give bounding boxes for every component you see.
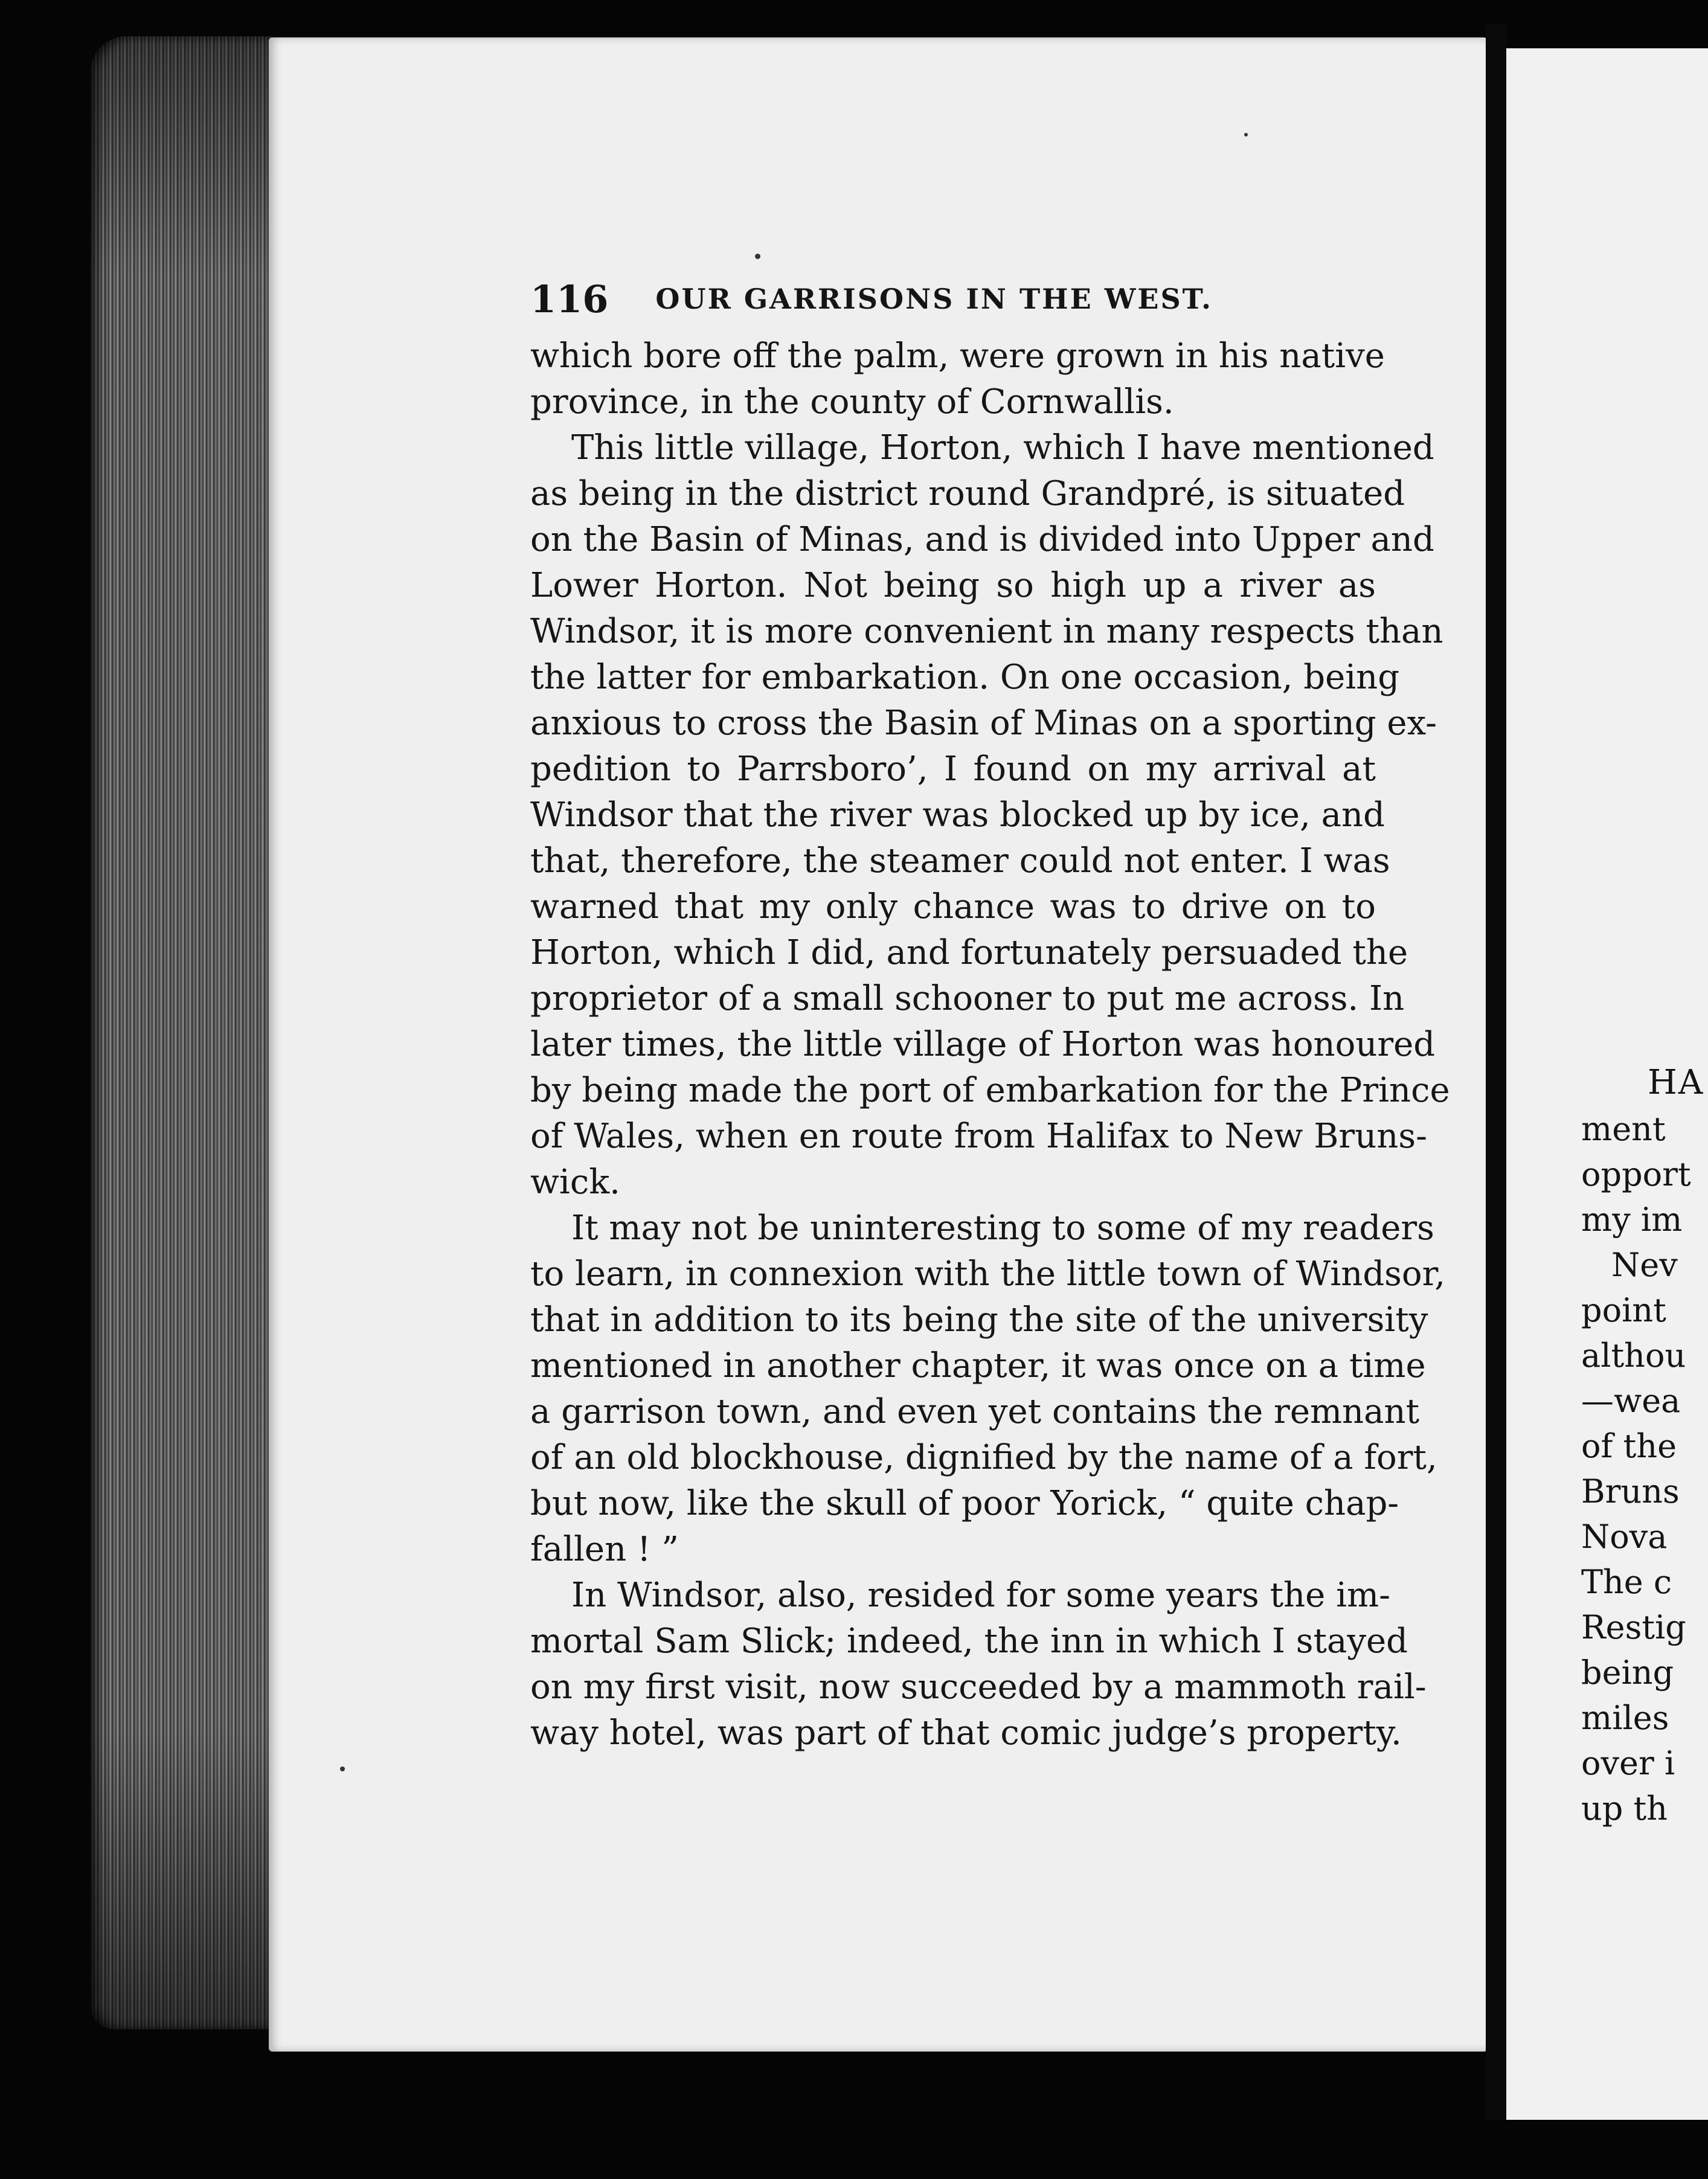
text-line: of an old blockhouse, dignified by the name of a fort, [530,1438,1437,1477]
right-page-line-fragment: of the [1581,1427,1677,1465]
fore-edge-shadow [91,36,272,2029]
text-line: pedition to Parrsboro’, I found on my arrival at [530,749,1376,789]
right-page-line-fragment: point [1581,1291,1666,1329]
text-line: to learn, in connexion with the little town of Windsor, [530,1254,1446,1294]
book-gutter [1486,24,1506,2120]
right-page-heading-fragment: HA [1648,1063,1704,1102]
text-line: a garrison town, and even yet contains the remnant [530,1392,1420,1431]
ink-speck [755,254,760,259]
text-line: that, therefore, the steamer could not enter. I was [530,841,1390,881]
text-line: which bore off the palm, were grown in his native [530,336,1385,376]
right-page-line-fragment: althou [1581,1337,1686,1375]
text-line: Horton, which I did, and fortunately persuaded the [530,933,1408,972]
text-line: It may not be uninteresting to some of my readers [571,1208,1434,1248]
text-line: the latter for embarkation. On one occasion, being [530,658,1400,697]
text-line: Windsor, it is more convenient in many respects than [530,612,1443,651]
right-page-line-fragment: miles [1581,1699,1669,1737]
text-line: mentioned in another chapter, it was once on a time [530,1346,1426,1385]
text-line: This little village, Horton, which I have mentioned [571,428,1434,467]
right-page-line-fragment: Restig [1581,1608,1686,1646]
text-line: Lower Horton. Not being so high up a river as [530,566,1376,605]
text-line: warned that my only chance was to drive on to [530,887,1376,926]
right-page-line-fragment: being [1581,1654,1674,1692]
ink-speck [1244,133,1248,136]
ink-speck [340,1767,345,1771]
right-page-line-fragment: over i [1581,1744,1675,1782]
page-number: 116 [530,277,609,321]
text-line: wick. [530,1163,620,1202]
right-page-line-fragment: up th [1581,1789,1668,1828]
right-page-line-fragment: my im [1581,1201,1683,1239]
right-page-line-fragment: Nova [1581,1518,1668,1556]
text-line: on the Basin of Minas, and is divided into Upper and [530,520,1434,559]
text-line: mortal Sam Slick; indeed, the inn in which I stayed [530,1622,1408,1661]
text-line: as being in the district round Grandpré, is situated [530,474,1405,513]
right-page-line-fragment: Nev [1611,1246,1678,1284]
text-line: In Windsor, also, resided for some years the im- [571,1576,1391,1615]
right-page-line-fragment: Bruns [1581,1472,1680,1510]
body-text [530,333,1450,1756]
text-line: of Wales, when en route from Halifax to New Bruns- [530,1117,1427,1156]
text-line: by being made the port of embarkation for the Prince [530,1071,1450,1110]
text-line: Windsor that the river was blocked up by ice, and [530,795,1385,835]
text-line: fallen ! ” [530,1530,679,1569]
text-line: but now, like the skull of poor Yorick, “ quite chap- [530,1484,1399,1523]
right-page-line-fragment: opport [1581,1155,1691,1193]
text-line: anxious to cross the Basin of Minas on a sporting ex- [530,704,1437,743]
right-page-line-fragment: ment [1581,1110,1666,1148]
running-head-title: OUR GARRISONS IN THE WEST. [655,283,1213,315]
text-line: way hotel, was part of that comic judge’s property. [530,1713,1402,1753]
text-line: province, in the county of Cornwallis. [530,382,1174,422]
right-page-line-fragment: The c [1581,1563,1672,1601]
text-line: that in addition to its being the site of the university [530,1300,1428,1340]
right-page-line-fragment: —wea [1581,1382,1681,1420]
text-line: on my first visit, now succeeded by a mammoth rail- [530,1667,1427,1707]
running-head [530,266,1213,332]
text-line: later times, the little village of Horton was honoured [530,1025,1436,1064]
text-line: proprietor of a small schooner to put me across. In [530,979,1405,1018]
